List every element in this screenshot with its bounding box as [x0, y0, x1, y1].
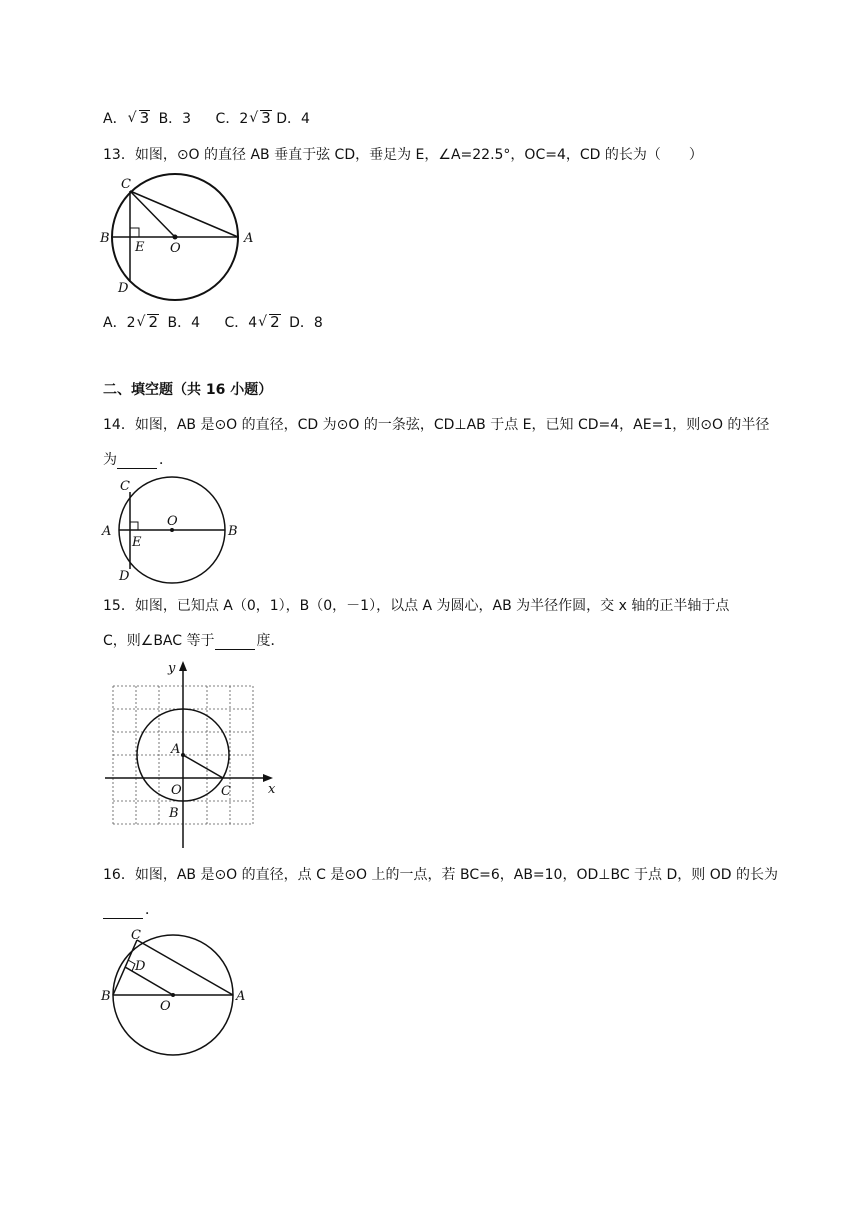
q13-option-a-label: A．2	[103, 315, 136, 331]
q13-option-c-label: C．4	[224, 315, 258, 331]
q15-label-C: C	[221, 784, 231, 799]
q12-option-a-sqrt: √ 3	[127, 109, 150, 127]
q15-label-B: B	[169, 806, 179, 821]
q15-line1: 15．如图，已知点 A（0，1），B（0，－1），以点 A 为圆心，AB 为半径作圆，交 x 轴的正半轴于点	[103, 598, 730, 614]
q16-line2: ．	[103, 901, 159, 919]
q13-label-D: D	[118, 281, 129, 296]
q13-options	[103, 314, 323, 332]
q13-label-A: A	[244, 231, 254, 246]
q14-line2: 为 ．	[103, 452, 173, 468]
q15-label-A: A	[171, 742, 181, 757]
q14-line1: 14．如图，AB 是⊙O 的直径，CD 为⊙O 的一条弦，CD⊥AB 于点 E，已知 CD=4，AE=1，则⊙O 的半径	[103, 417, 770, 433]
q13-option-a-sqrt: √ 2	[136, 313, 159, 331]
q13-option-d: D．8	[289, 315, 323, 331]
q12-options	[103, 110, 310, 128]
q13-label-O: O	[170, 241, 181, 256]
q14-label-D: D	[119, 569, 130, 584]
q16-label-O: O	[160, 999, 171, 1014]
q13-option-c-sqrt: √ 2	[258, 313, 280, 331]
q13-label-E: E	[135, 240, 145, 255]
q14-label-B: B	[228, 524, 238, 539]
q14-label-A: A	[102, 524, 112, 539]
q13-option-b: B．4	[167, 315, 200, 331]
section-2-title: 二、填空题（共 16 小题）	[103, 382, 273, 398]
q15-label-x: x	[268, 782, 276, 797]
q13-label-B: B	[100, 231, 110, 246]
q13-figure	[97, 170, 262, 302]
q13-label-C: C	[121, 177, 131, 192]
q16-label-D: D	[135, 959, 146, 974]
q14-label-E: E	[132, 535, 142, 550]
q13-text: 13．如图，⊙O 的直径 AB 垂直于弦 CD，垂足为 E，∠A=22.5°，OC=4，CD 的长为（ ）	[103, 147, 703, 163]
q14-label-O: O	[167, 514, 178, 529]
q16-line1: 16．如图，AB 是⊙O 的直径，点 C 是⊙O 上的一点，若 BC=6，AB=10，OD⊥BC 于点 D，则 OD 的长为	[103, 867, 778, 883]
q14-label-C: C	[120, 479, 130, 494]
q12-option-a-label: A．	[103, 111, 127, 127]
q15-line2: C，则∠BAC 等于 度．	[103, 633, 285, 649]
q16-answer-blank[interactable]	[103, 904, 143, 919]
q15-label-O: O	[171, 783, 182, 798]
q16-label-A: A	[236, 989, 246, 1004]
q12-option-d: D．4	[276, 111, 310, 127]
q15-answer-blank[interactable]	[215, 635, 255, 650]
q16-figure	[97, 926, 247, 1058]
q16-label-C: C	[131, 928, 141, 943]
q15-label-y: y	[168, 661, 176, 676]
q16-label-B: B	[101, 989, 111, 1004]
q15-figure	[105, 656, 290, 852]
q12-option-c-label: C．2	[215, 111, 249, 127]
q12-option-b: B．3	[158, 111, 192, 127]
q14-figure	[97, 474, 247, 586]
q14-answer-blank[interactable]	[117, 454, 157, 469]
q12-option-c-sqrt: √ 3	[249, 109, 271, 127]
